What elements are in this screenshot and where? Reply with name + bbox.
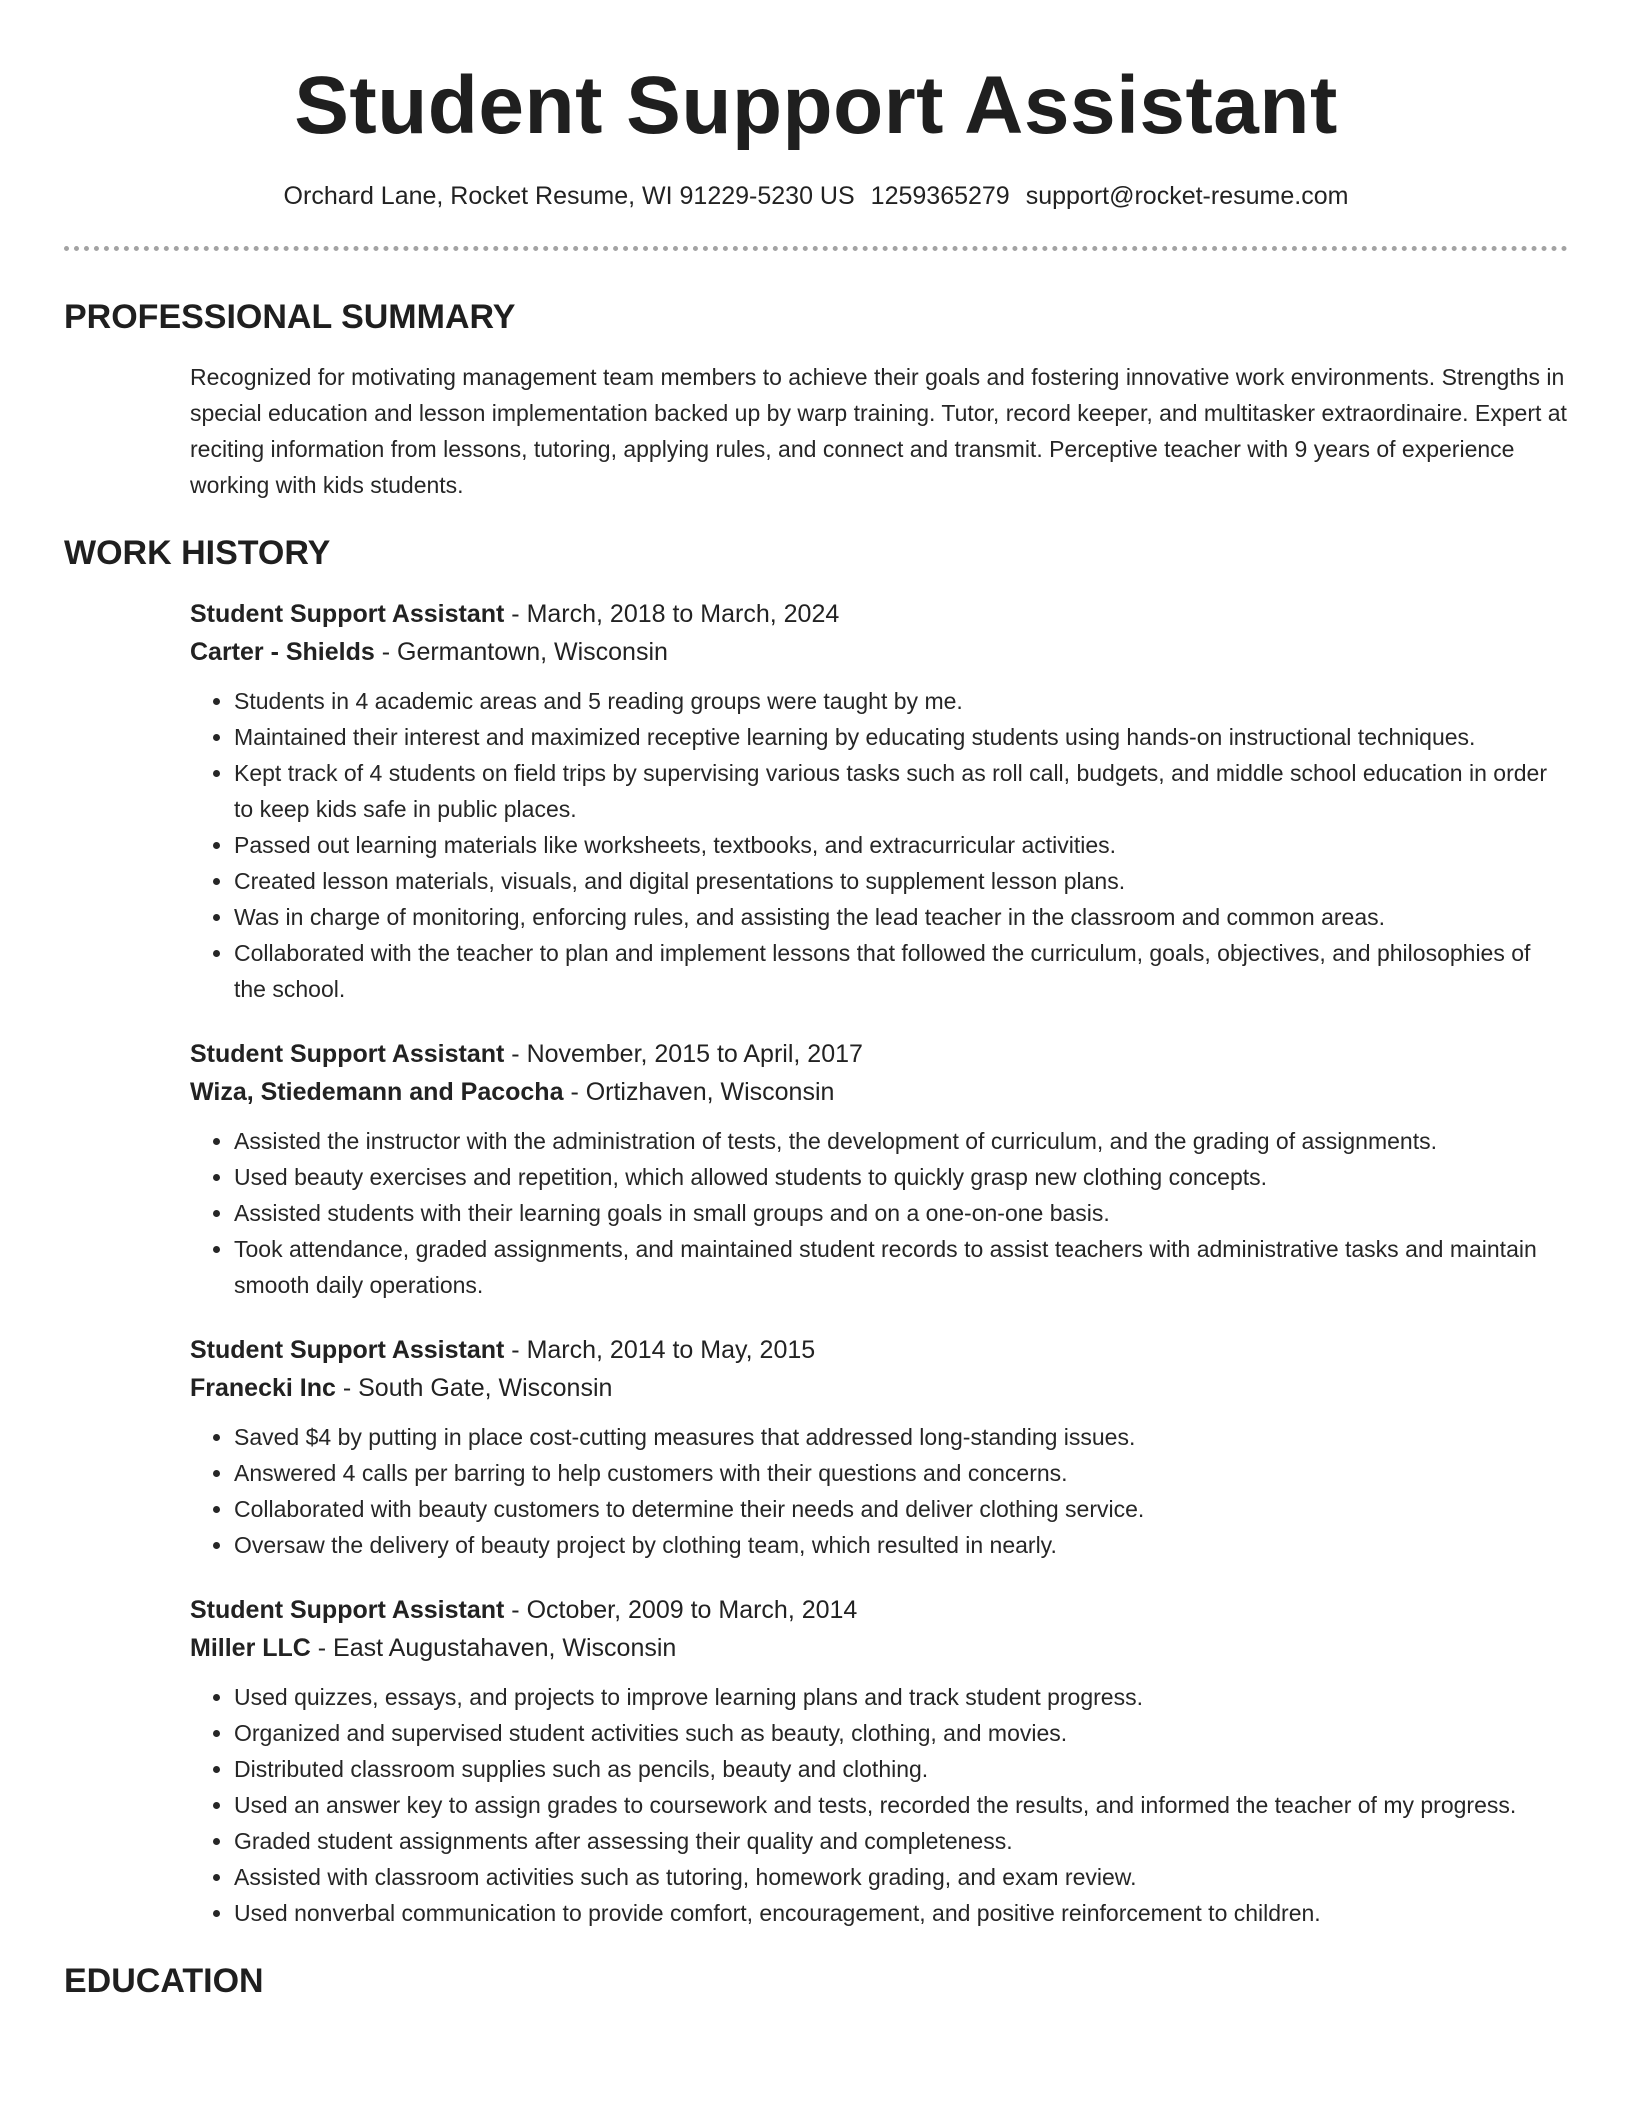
work-history-list [190,595,1568,1931]
job-title-line [190,1591,1568,1629]
job-bullet: • Was in charge of monitoring, enforcing rules, and assisting the lead teacher in the classroom and common areas. [234,899,1568,935]
job-entry [190,1591,1568,1931]
job-dates: - March, 2014 to May, 2015 [504,1336,816,1364]
job-bullet: • Used beauty exercises and repetition, which allowed students to quickly grasp new clothing concepts. [234,1159,1568,1195]
job-bullet: • Created lesson materials, visuals, and digital presentations to supplement lesson plans. [234,863,1568,899]
job-bullet: • Maintained their interest and maximized receptive learning by educating students using hands-on instructional techniques. [234,719,1568,755]
job-company-line [190,1629,1568,1667]
resume-name: Student Support Assistant [294,60,1338,151]
job-company: Wiza, Stiedemann and Pacocha [190,1078,564,1106]
job-bullet: • Organized and supervised student activities such as beauty, clothing, and movies. [234,1715,1568,1751]
job-company-line [190,1073,1568,1111]
job-bullet: • Used quizzes, essays, and projects to improve learning plans and track student progress. [234,1679,1568,1715]
job-company: Franecki Inc [190,1374,336,1402]
job-bullet: • Passed out learning materials like worksheets, textbooks, and extracurricular activities. [234,827,1568,863]
job-bullet: • Oversaw the delivery of beauty project by clothing team, which resulted in nearly. [234,1527,1568,1563]
job-bullet: • Assisted with classroom activities such as tutoring, homework grading, and exam review. [234,1859,1568,1895]
job-bullet: • Saved $4 by putting in place cost-cutting measures that addressed long-standing issues. [234,1419,1568,1455]
job-role: Student Support Assistant [190,600,505,628]
education-heading: EDUCATION [64,1962,264,2000]
job-bullet: • Distributed classroom supplies such as pencils, beauty and clothing. [234,1751,1568,1787]
job-bullet: • Students in 4 academic areas and 5 reading groups were taught by me. [234,683,1568,719]
contact-address: Orchard Lane, Rocket Resume, WI 91229-5230 US [283,182,855,210]
job-bullet: • Kept track of 4 students on field trips by supervising various tasks such as roll call, budgets, and middle school education in order to keep kids safe in public places. [234,755,1568,827]
job-company-line [190,1369,1568,1407]
job-location: - Germantown, Wisconsin [374,638,668,666]
job-location: - Ortizhaven, Wisconsin [563,1078,835,1106]
job-title-line [190,1331,1568,1369]
job-dates: - March, 2018 to March, 2024 [504,600,840,628]
work-history-heading: WORK HISTORY [64,534,331,572]
summary-heading: PROFESSIONAL SUMMARY [64,298,516,336]
job-bullets [190,1419,1568,1563]
job-location: - South Gate, Wisconsin [335,1374,613,1402]
job-entry [190,1035,1568,1303]
job-location: - East Augustahaven, Wisconsin [310,1634,677,1662]
job-bullet: • Used nonverbal communication to provide comfort, encouragement, and positive reinforcement to children. [234,1895,1568,1931]
job-bullets [190,1679,1568,1931]
job-entry [190,595,1568,1007]
contact-line [64,180,1568,212]
job-role: Student Support Assistant [190,1040,505,1068]
job-bullet: • Assisted the instructor with the administration of tests, the development of curriculum, and the grading of assignments. [234,1123,1568,1159]
job-entry [190,1331,1568,1563]
job-bullet: • Took attendance, graded assignments, and maintained student records to assist teachers with administrative tasks and maintain smooth daily operations. [234,1231,1568,1303]
summary-text: Recognized for motivating management team members to achieve their goals and fostering innovative work environments. Strengths in special education and lesson implementation backed up by warp training. Tutor, record keeper, and multitasker extraordinaire. Expert at reciting information from lessons, tutoring, applying rules, and connect and transmit. Perceptive teacher with 9 years of experience working with kids students. [190,364,1567,498]
job-dates: - October, 2009 to March, 2014 [504,1596,858,1624]
job-bullet: • Assisted students with their learning goals in small groups and on a one-on-one basis. [234,1195,1568,1231]
contact-email: support@rocket-resume.com [1025,182,1349,210]
job-company: Carter - Shields [190,638,375,666]
job-dates: - November, 2015 to April, 2017 [504,1040,863,1068]
job-bullets [190,1123,1568,1303]
job-bullet: • Graded student assignments after assessing their quality and completeness. [234,1823,1568,1859]
job-role: Student Support Assistant [190,1336,505,1364]
job-bullet: • Collaborated with beauty customers to determine their needs and deliver clothing service. [234,1491,1568,1527]
job-company: Miller LLC [190,1634,311,1662]
job-title-line [190,595,1568,633]
resume-page [64,0,1568,2003]
job-role: Student Support Assistant [190,1596,505,1624]
job-bullet: • Collaborated with the teacher to plan and implement lessons that followed the curriculum, goals, objectives, and philosophies of the school. [234,935,1568,1007]
job-company-line [190,633,1568,671]
job-bullets [190,683,1568,1007]
job-title-line [190,1035,1568,1073]
job-bullet: • Used an answer key to assign grades to coursework and tests, recorded the results, and informed the teacher of my progress. [234,1787,1568,1823]
contact-phone: 1259365279 [870,182,1010,210]
job-bullet: • Answered 4 calls per barring to help customers with their questions and concerns. [234,1455,1568,1491]
header-divider [64,246,1568,251]
